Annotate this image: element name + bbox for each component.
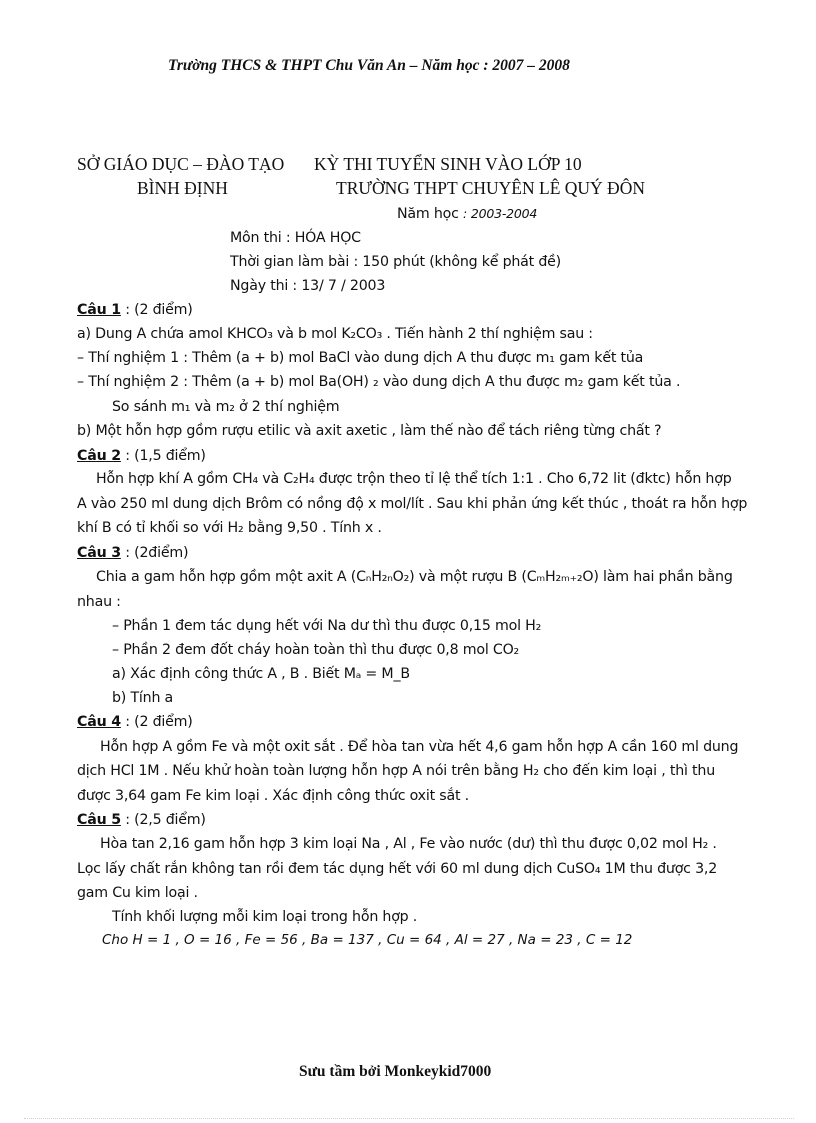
q2-line-3: khí B có tỉ khối so với H₂ bằng 9,50 . Tính x . bbox=[77, 520, 382, 536]
school-title: TRƯỜNG THPT CHUYÊN LÊ QUÝ ĐÔN bbox=[336, 178, 645, 198]
department-name: SỞ GIÁO DỤC – ĐÀO TẠO bbox=[77, 154, 285, 174]
q5-line-3: gam Cu kim loại . bbox=[77, 885, 198, 901]
q1-part-a: a) Dung A chứa amol KHCO₃ và b mol K₂CO₃ . Tiến hành 2 thí nghiệm sau : bbox=[77, 326, 593, 342]
q1-part-b: b) Một hỗn hợp gồm rượu etilic và axit axetic , làm thế nào để tách riêng từng chất ? bbox=[77, 423, 662, 439]
q3-line-2: nhau : bbox=[77, 594, 121, 610]
q2-line-2: A vào 250 ml dung dịch Brôm có nồng độ x mol/lít . Sau khi phản ứng kết thúc , thoát ra hỗn hợp bbox=[77, 496, 748, 512]
q3-line-1: Chia a gam hỗn hợp gồm một axit A (CₙH₂ₙO₂) và một rượu B (CₘH₂ₘ₊₂O) làm hai phần bằng bbox=[96, 569, 733, 585]
page-footer: Sưu tầm bởi Monkeykid7000 bbox=[299, 1063, 492, 1080]
q3-heading bbox=[77, 545, 188, 561]
exam-date: Ngày thi : 13/ 7 / 2003 bbox=[230, 278, 386, 294]
q1-points: : (2 điểm) bbox=[120, 302, 193, 318]
q5-label: Câu 5 bbox=[77, 812, 121, 828]
school-year-value: : 2003-2004 bbox=[463, 206, 538, 221]
exam-duration: Thời gian làm bài : 150 phút (không kể phát đề) bbox=[230, 254, 562, 270]
exam-subject: Môn thi : HÓA HỌC bbox=[230, 230, 361, 246]
q2-points: : (1,5 điểm) bbox=[120, 448, 206, 464]
q3-part-1: – Phần 1 đem tác dụng hết với Na dư thì thu được 0,15 mol H₂ bbox=[112, 618, 542, 634]
atomic-masses: Cho H = 1 , O = 16 , Fe = 56 , Ba = 137 , Cu = 64 , Al = 27 , Na = 23 , C = 12 bbox=[102, 932, 633, 948]
q5-heading bbox=[77, 812, 206, 828]
q5-line-2: Lọc lấy chất rắn không tan rồi đem tác dụng hết với 60 ml dung dịch CuSO₄ 1M thu được 3,2 bbox=[77, 861, 718, 877]
page-header: Trường THCS & THPT Chu Văn An – Năm học : 2007 – 2008 bbox=[168, 57, 570, 74]
q2-line-1: Hỗn hợp khí A gồm CH₄ và C₂H₄ được trộn theo tỉ lệ thể tích 1:1 . Cho 6,72 lit (đktc) hỗn hợp bbox=[96, 471, 732, 487]
q1-compare: So sánh m₁ và m₂ ở 2 thí nghiệm bbox=[112, 399, 340, 415]
q3-label: Câu 3 bbox=[77, 545, 121, 561]
school-year bbox=[397, 206, 537, 222]
q3-part-2: – Phần 2 đem đốt cháy hoàn toàn thì thu được 0,8 mol CO₂ bbox=[112, 642, 520, 658]
q2-heading bbox=[77, 448, 206, 464]
q1-label: Câu 1 bbox=[77, 302, 121, 318]
q4-line-3: được 3,64 gam Fe kim loại . Xác định công thức oxit sắt . bbox=[77, 788, 469, 804]
q5-line-4: Tính khối lượng mỗi kim loại trong hỗn hợp . bbox=[112, 909, 418, 925]
q4-label: Câu 4 bbox=[77, 714, 121, 730]
exam-title: KỲ THI TUYỂN SINH VÀO LỚP 10 bbox=[314, 154, 582, 174]
q2-label: Câu 2 bbox=[77, 448, 121, 464]
q1-experiment-1: – Thí nghiệm 1 : Thêm (a + b) mol BaCl vào dung dịch A thu được m₁ gam kết tủa bbox=[77, 350, 644, 366]
page-bottom-divider bbox=[24, 1118, 794, 1119]
school-year-label: Năm học bbox=[397, 206, 459, 222]
q3-points: : (2điểm) bbox=[120, 545, 189, 561]
q4-heading bbox=[77, 714, 193, 730]
q4-line-1: Hỗn hợp A gồm Fe và một oxit sắt . Để hòa tan vừa hết 4,6 gam hỗn hợp A cần 160 ml dung bbox=[100, 739, 739, 755]
q1-experiment-2: – Thí nghiệm 2 : Thêm (a + b) mol Ba(OH) ₂ vào dung dịch A thu được m₂ gam kết tủa . bbox=[77, 374, 681, 390]
province-name: BÌNH ĐỊNH bbox=[137, 178, 228, 198]
q3-sub-a: a) Xác định công thức A , B . Biết Mₐ = M_B bbox=[112, 666, 410, 682]
q1-heading bbox=[77, 302, 193, 318]
q5-line-1: Hòa tan 2,16 gam hỗn hợp 3 kim loại Na , Al , Fe vào nước (dư) thì thu được 0,02 mol H₂ . bbox=[100, 836, 717, 852]
q4-line-2: dịch HCl 1M . Nếu khử hoàn toàn lượng hỗn hợp A nói trên bằng H₂ cho đến kim loại , thì thu bbox=[77, 763, 715, 779]
q4-points: : (2 điểm) bbox=[120, 714, 193, 730]
q5-points: : (2,5 điểm) bbox=[120, 812, 206, 828]
q3-sub-b: b) Tính a bbox=[112, 690, 174, 706]
